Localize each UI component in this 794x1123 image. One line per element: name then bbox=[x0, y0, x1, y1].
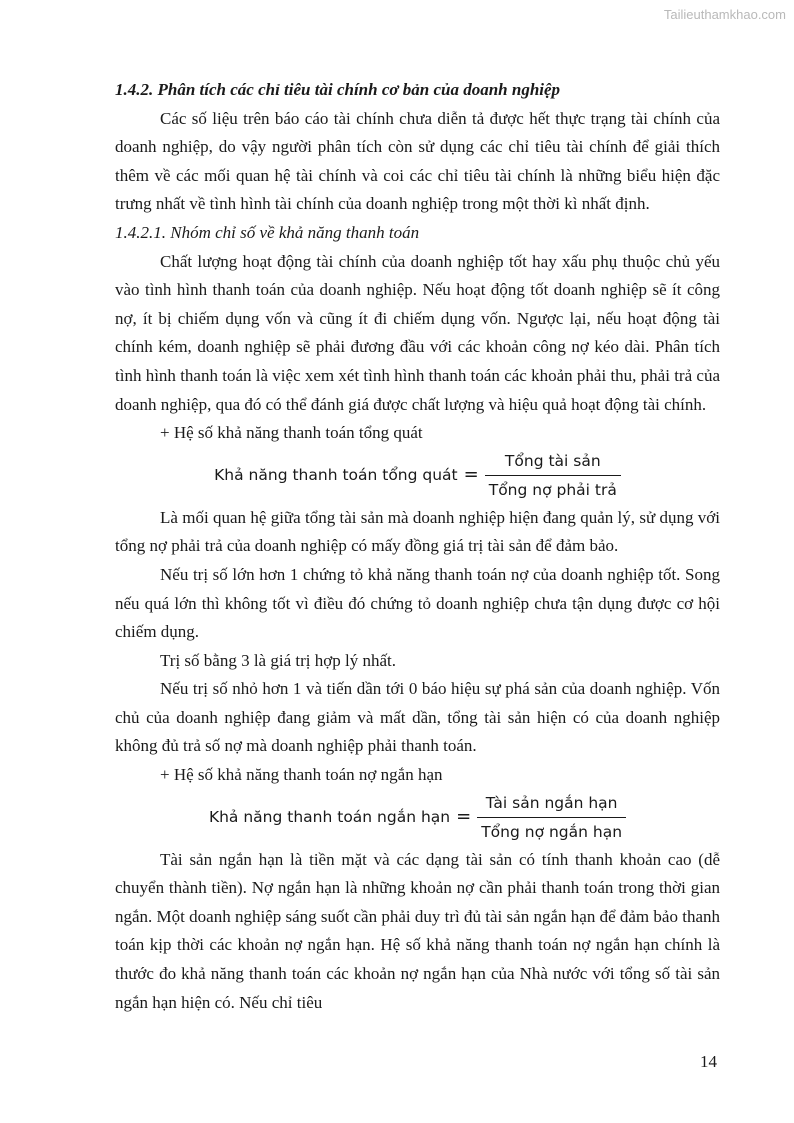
denominator: Tổng nợ phải trả bbox=[488, 480, 617, 499]
formula-label: Khả năng thanh toán tổng quát bbox=[214, 465, 458, 484]
numerator: Tổng tài sản bbox=[504, 451, 601, 470]
paragraph-liquidity: Chất lượng hoạt động tài chính của doanh nghiệp tốt hay xấu phụ thuộc chủ yếu vào tình hình thanh toán của doanh nghiệp. Nếu hoạt động tốt doanh nghiệp sẽ ít công nợ, ít bị chiếm dụng vốn và cũng ít đi chiếm dụng vốn. Ngược lại, nếu hoạt động tài chính kém, doanh nghiệp sẽ phải đương đầu với các khoản công nợ kéo dài. Phân tích tình hình thanh toán là việc xem xét tình hình thanh toán các khoản phải thu, phải trả của doanh nghiệp, qua đó có thể đánh giá được chất lượng và hiệu quả hoạt động tài chính. bbox=[115, 251, 720, 414]
document-body bbox=[115, 76, 720, 1017]
page-number: 14 bbox=[700, 1052, 717, 1071]
subsection-heading: 1.4.2.1. Nhóm chỉ số về khả năng thanh toán bbox=[115, 222, 420, 242]
equals-sign: = bbox=[456, 805, 472, 827]
paragraph: Tài sản ngắn hạn là tiền mặt và các dạng tài sản có tính thanh khoản cao (dễ chuyển thành tiền). Nợ ngắn hạn là những khoản nợ cần phải thanh toán trong thời gian ngắn. Một doanh nghiệp sáng suốt cần phải duy trì đủ tài sản ngắn hạn để đảm bảo thanh toán kịp thời các khoản nợ ngắn hạn. Hệ số khả năng thanh toán nợ ngắn hạn chính là thước đo khả năng thanh toán các khoản nợ ngắn hạn của Nhà nước với tổng số tài sản ngắn hạn hiện có. Nếu chỉ tiêu bbox=[115, 849, 720, 1012]
item-short-term-ratio: + Hệ số khả năng thanh toán nợ ngắn hạn bbox=[160, 765, 443, 785]
paragraph: Là mối quan hệ giữa tổng tài sản mà doanh nghiệp hiện đang quản lý, sử dụng với tổng nợ phải trả của doanh nghiệp có mấy đồng giá trị tài sản để đảm bảo. bbox=[115, 507, 720, 556]
equals-sign: = bbox=[463, 463, 479, 485]
numerator: Tài sản ngắn hạn bbox=[485, 793, 618, 812]
paragraph: Nếu trị số lớn hơn 1 chứng tỏ khả năng thanh toán nợ của doanh nghiệp tốt. Song nếu quá lớn thì không tốt vì điều đó chứng tỏ doanh nghiệp chưa tận dụng được cơ hội chiếm dụng. bbox=[115, 564, 720, 642]
formula-label: Khả năng thanh toán ngắn hạn bbox=[208, 807, 451, 826]
section-heading: 1.4.2. Phân tích các chỉ tiêu tài chính cơ bản của doanh nghiệp bbox=[115, 80, 561, 99]
paragraph: Trị số bằng 3 là giá trị hợp lý nhất. bbox=[160, 650, 396, 670]
formula-short-term-ratio bbox=[115, 791, 720, 844]
denominator: Tổng nợ ngắn hạn bbox=[481, 822, 623, 841]
paragraph: Nếu trị số nhỏ hơn 1 và tiến dần tới 0 báo hiệu sự phá sản của doanh nghiệp. Vốn chủ của doanh nghiệp đang giảm và mất dần, tổng tài sản hiện có của doanh nghiệp không đủ trả số nợ mà doanh nghiệp phải thanh toán. bbox=[115, 679, 720, 756]
fraction bbox=[485, 449, 621, 502]
fraction bbox=[477, 791, 626, 844]
formula-general-ratio bbox=[115, 449, 720, 502]
watermark: Tailieuthamkhao.com bbox=[663, 7, 786, 22]
intro-paragraph: Các số liệu trên báo cáo tài chính chưa diễn tả được hết thực trạng tài chính của doanh nghiệp, do vậy người phân tích còn sử dụng các chỉ tiêu tài chính để giải thích thêm về các mối quan hệ tài chính và coi các chỉ tiêu tài chính là những biểu hiện đặc trưng nhất về tình hình tài chính của doanh nghiệp trong một thời kì nhất định. bbox=[115, 108, 720, 214]
item-general-ratio: + Hệ số khả năng thanh toán tổng quát bbox=[160, 423, 423, 443]
